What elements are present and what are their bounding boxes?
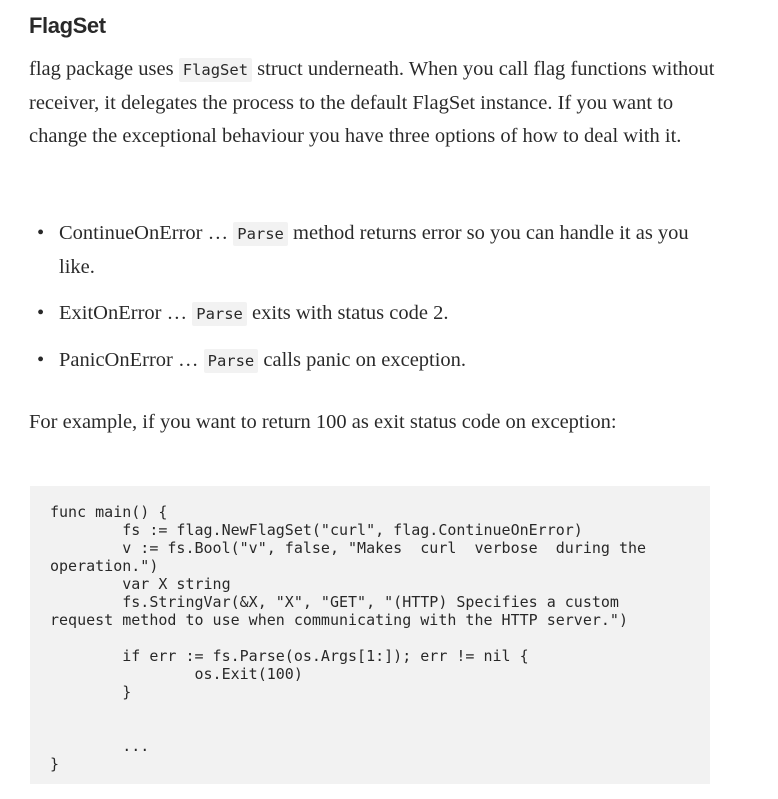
example-paragraph: For example, if you want to return 100 as exit status code on exception: (29, 411, 617, 433)
code-block: func main() { fs := flag.NewFlagSet("curl", flag.ContinueOnError) v := fs.Bool("v", false, "Makes curl verbose during the operation.") var X string fs.StringVar(&X, "X", "GET", "(HTTP) Specifies a custom request method to use when communicating with the HTTP server.") if err := fs.Parse(os.Args[1:]); err != nil { os.Exit(100) } ... } (30, 486, 710, 784)
section-title: FlagSet (29, 13, 106, 38)
inline-code-parse: Parse (192, 302, 247, 326)
inline-code-parse: Parse (204, 349, 259, 373)
option-name: PanicOnError … (59, 349, 204, 371)
bullet-icon: • (37, 349, 45, 371)
option-name: ExitOnError … (59, 302, 193, 324)
bullet-icon: • (37, 222, 45, 244)
list-item-panic-on-error (29, 344, 719, 378)
option-description: exits with status code 2. (246, 302, 449, 324)
inline-code-parse: Parse (233, 222, 288, 246)
option-description: calls panic on exception. (258, 349, 467, 371)
intro-text-start: flag package uses (29, 58, 179, 80)
list-item-continue-on-error (29, 217, 719, 284)
option-description: method returns error so you can handle it as you like. (59, 222, 689, 278)
error-handling-options-list (29, 217, 719, 391)
option-name: ContinueOnError … (59, 222, 234, 244)
intro-paragraph (29, 53, 719, 153)
inline-code-flagset: FlagSet (179, 58, 252, 82)
bullet-icon: • (37, 302, 45, 324)
list-item-exit-on-error (29, 297, 719, 331)
intro-text-end: struct underneath. When you call flag functions without receiver, it delegates the process to the default FlagSet instance. If you want to change the exceptional behaviour you have three options of how to deal with it. (29, 58, 715, 147)
